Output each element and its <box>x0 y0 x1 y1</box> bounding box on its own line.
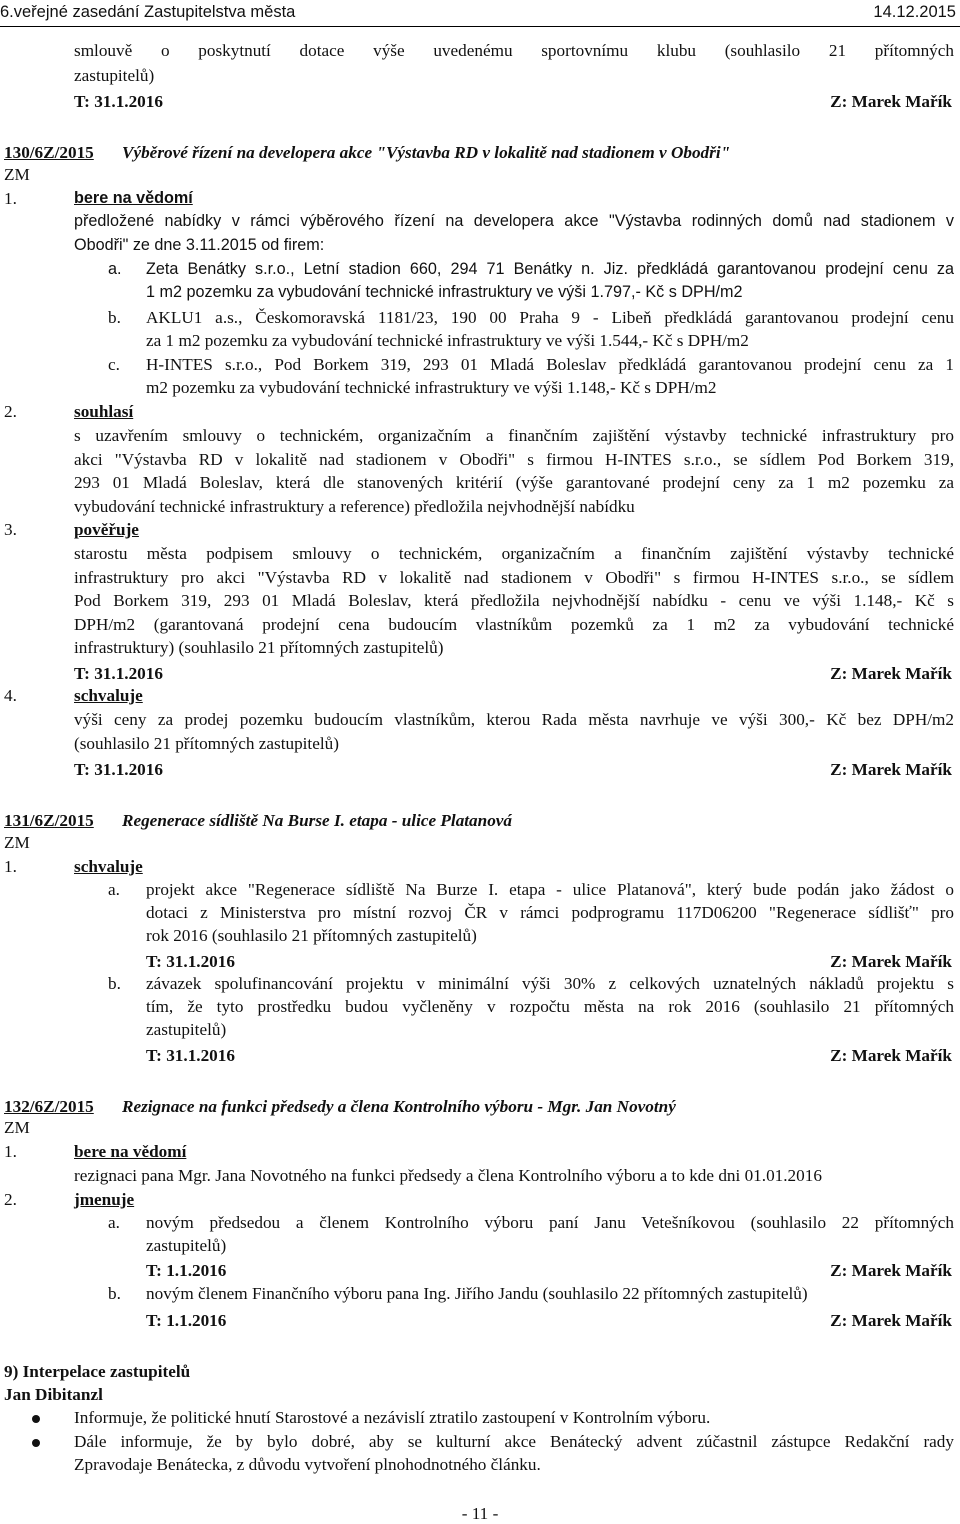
zm-label: ZM <box>4 833 30 852</box>
zm-label: ZM <box>4 1118 30 1137</box>
resolution-number: 130/6Z/2015 <box>4 143 94 162</box>
deadline: T: 31.1.2016 <box>74 760 163 779</box>
sub-line: tím, že tyto prostředku budou vyčleněny v rozpočtu města na rok 2016 (souhlasilo 21 přítomných <box>146 997 954 1016</box>
person-name: Jan Dibitanzl <box>4 1385 103 1404</box>
sub-label: a. <box>108 880 120 899</box>
item-number: 4. <box>4 686 17 705</box>
responsible: Z: Marek Mařík <box>830 952 952 971</box>
item-number: 3. <box>4 520 17 539</box>
header-title: 6.veřejné zasedání Zastupitelstva města <box>0 3 296 21</box>
sub-line: Zeta Benátky s.r.o., Letní stadion 660, 294 71 Benátky n. Jiz. předkládá garantovanou prodejní cenu za <box>146 260 954 278</box>
bullet-icon <box>32 1415 40 1423</box>
deadline: T: 31.1.2016 <box>146 952 235 971</box>
section-heading: 9) Interpelace zastupitelů <box>4 1362 191 1381</box>
item-line: infrastruktury) (souhlasilo 21 přítomných zastupitelů) <box>74 638 444 657</box>
item-verb: schvaluje <box>74 857 143 876</box>
intro-line: zastupitelů) <box>74 66 155 85</box>
item-verb: bere na vědomí <box>74 189 193 207</box>
bullet-text: Dále informuje, že by bylo dobré, aby se kulturní akce Benátecký advent zúčastnil zástupce Redakční rady <box>74 1432 954 1451</box>
sub-line: dotaci z Ministerstva pro místní rozvoj ČR v rámci podprogramu 117D06200 "Regenerace sídlišť" pro <box>146 903 954 922</box>
item-line: s uzavřením smlouvy o technickém, organizačním a finančním zajištění výstavby technické infrastruktury pro <box>74 426 954 445</box>
responsible: Z: Marek Mařík <box>830 1046 952 1065</box>
item-number: 2. <box>4 1190 17 1209</box>
header-date: 14.12.2015 <box>873 3 956 21</box>
sub-label: b. <box>108 1284 121 1303</box>
sub-line: zastupitelů) <box>146 1236 227 1255</box>
sub-line: rok 2016 (souhlasilo 21 přítomných zastupitelů) <box>146 926 477 945</box>
resolution-title: Výběrové řízení na developera akce "Výstavba RD v lokalitě nad stadionem v Obodři" <box>122 143 731 162</box>
item-number: 1. <box>4 189 17 208</box>
sub-line: za 1 m2 pozemku za vybudování technické infrastruktury ve výši 1.544,- Kč s DPH/m2 <box>146 331 749 350</box>
deadline: T: 31.1.2016 <box>74 664 163 683</box>
zm-label: ZM <box>4 165 30 184</box>
resolution-number: 131/6Z/2015 <box>4 811 94 830</box>
responsible: Z: Marek Mařík <box>830 1261 952 1280</box>
responsible: Z: Marek Mařík <box>830 92 952 111</box>
deadline: T: 31.1.2016 <box>146 1046 235 1065</box>
item-line: starostu města podpisem smlouvy o technickém, organizačním a finančním zajištění výstavby technické <box>74 544 954 563</box>
resolution-title: Rezignace na funkci předsedy a člena Kontrolního výboru - Mgr. Jan Novotný <box>122 1097 676 1116</box>
bullet-text: Zpravodaje Benátecka, z důvodu vytvoření plnohodnotného článku. <box>74 1455 541 1474</box>
item-verb: souhlasí <box>74 402 134 421</box>
sub-line: zastupitelů) <box>146 1020 227 1039</box>
item-line: akci "Výstavba RD v lokalitě nad stadionem v Obodři" s firmou H-INTES s.r.o., se sídlem Pod Borkem 319, <box>74 450 954 469</box>
item-line: rezignaci pana Mgr. Jana Novotného na funkci předsedy a člena Kontrolního výboru a to kde dni 01.01.2016 <box>74 1166 822 1185</box>
item-line: 293 01 Mladá Boleslav, která dle stanovených kritérií (výše garantované prodejní ceny za 1 m2 pozemku za <box>74 473 954 492</box>
item-number: 1. <box>4 1142 17 1161</box>
item-number: 2. <box>4 402 17 421</box>
item-line: výši ceny za prodej pozemku budoucím vlastníkům, kterou Rada města navrhuje ve výši 300,- Kč bez DPH/m2 <box>74 710 954 729</box>
page-header <box>0 0 960 27</box>
sub-line: AKLU1 a.s., Českomoravská 1181/23, 190 00 Praha 9 - Libeň předkládá garantovanou prodejní cenu <box>146 308 954 327</box>
sub-line: projekt akce "Regenerace sídliště Na Burze I. etapa - ulice Platanová", který bude podán jako žádost o <box>146 880 954 899</box>
item-verb: schvaluje <box>74 686 143 705</box>
item-line: Obodři" ze dne 3.11.2015 od firem: <box>74 236 325 254</box>
item-verb: bere na vědomí <box>74 1142 187 1161</box>
page-number: - 11 - <box>461 1504 499 1523</box>
intro-line: smlouvě o poskytnutí dotace výše uvedenému sportovnímu klubu (souhlasilo 21 přítomných <box>74 41 954 60</box>
responsible: Z: Marek Mařík <box>830 760 952 779</box>
sub-label: b. <box>108 308 121 327</box>
deadline: T: 31.1.2016 <box>74 92 163 111</box>
item-number: 1. <box>4 857 17 876</box>
deadline: T: 1.1.2016 <box>146 1311 227 1330</box>
deadline: T: 1.1.2016 <box>146 1261 227 1280</box>
responsible: Z: Marek Mařík <box>830 1311 952 1330</box>
bullet-text: Informuje, že politické hnutí Starostové a nezávislí ztratilo zastoupení v Kontrolním výboru. <box>74 1408 711 1427</box>
sub-label: a. <box>108 1213 120 1232</box>
sub-line: m2 pozemku za vybudování technické infrastruktury ve výši 1.148,- Kč s DPH/m2 <box>146 378 717 397</box>
sub-line: závazek spolufinancování projektu v minimální výši 30% z celkových uznatelných nákladů projektu s <box>146 974 954 993</box>
bullet-icon <box>32 1439 40 1447</box>
resolution-number: 132/6Z/2015 <box>4 1097 94 1116</box>
item-line: infrastruktury pro akci "Výstavba RD v lokalitě nad stadionem v Obodři" s firmou H-INTES s.r.o., se sídlem <box>74 568 954 587</box>
sub-line: novým předsedou a členem Kontrolního výboru paní Janu Vetešníkovou (souhlasilo 22 přítomných <box>146 1213 954 1232</box>
sub-line: H-INTES s.r.o., Pod Borkem 319, 293 01 Mladá Boleslav předkládá garantovanou prodejní cenu za 1 <box>146 355 954 374</box>
sub-label: c. <box>108 355 120 374</box>
item-line: (souhlasilo 21 přítomných zastupitelů) <box>74 734 339 753</box>
item-verb: jmenuje <box>74 1190 135 1209</box>
item-line: DPH/m2 (garantovaná prodejní cena budoucím vlastníkům pozemků za 1 m2 za vybudování technické <box>74 615 954 634</box>
sub-label: b. <box>108 974 121 993</box>
item-line: předložené nabídky v rámci výběrového řízení na developera akce "Výstavba rodinných domů nad stadionem v <box>74 212 954 230</box>
sub-line: 1 m2 pozemku za vybudování technické infrastruktury ve výši 1.797,- Kč s DPH/m2 <box>146 283 743 301</box>
item-line: Pod Borkem 319, 293 01 Mladá Boleslav, která předložila nejvhodnější nabídku - cenu ve výši 1.148,- Kč s <box>74 591 954 610</box>
item-line: vybudování technické infrastruktury a reference) předložila nejvhodnější nabídku <box>74 497 635 516</box>
sub-line: novým členem Finančního výboru pana Ing. Jiřího Jandu (souhlasilo 22 přítomných zastupitelů) <box>146 1284 808 1303</box>
responsible: Z: Marek Mařík <box>830 664 952 683</box>
sub-label: a. <box>108 260 122 278</box>
item-verb: pověřuje <box>74 520 139 539</box>
resolution-title: Regenerace sídliště Na Burse I. etapa - ulice Platanová <box>122 811 513 830</box>
